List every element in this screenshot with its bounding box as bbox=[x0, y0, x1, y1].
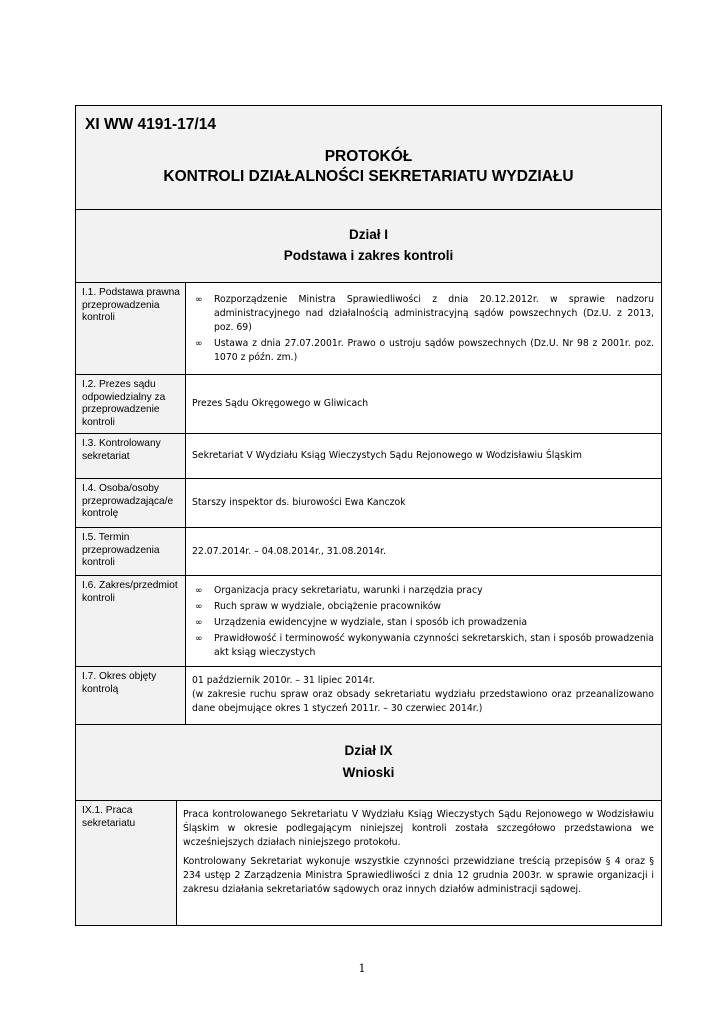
section-1-subtitle: Podstawa i zakres kontroli bbox=[283, 248, 454, 263]
row-legal-basis bbox=[76, 283, 661, 375]
infinity-bullet-icon: ∞ bbox=[195, 339, 203, 349]
row-inspection-dates bbox=[76, 528, 661, 576]
row-secretariat-work bbox=[76, 801, 661, 925]
infinity-bullet-icon: ∞ bbox=[195, 295, 203, 305]
case-number: XI WW 4191-17/14 bbox=[85, 116, 216, 133]
list-item: ∞ Organizacja pracy sekretariatu, warunki i narzędzia pracy bbox=[195, 585, 483, 596]
row-controlled-secretariat bbox=[76, 434, 661, 479]
row-value: Starszy inspektor ds. biurowości Ewa Kanczok bbox=[192, 497, 406, 508]
list-item: ∞ Prawidłowość i terminowość wykonywania czynności sekretarskich, stan i sposób prowadzenia akt ksiąg wieczystych bbox=[195, 633, 654, 658]
period-range: 01 październik 2010r. – 31 lipiec 2014r. bbox=[192, 675, 375, 686]
list-item: ∞ Rozporządzenie Ministra Sprawiedliwości z dnia 20.12.2012r. w sprawie nadzoru administracyjnego nad działalnością administracyjną sądów powszechnych (Dz.U. z 2013, poz. 69) bbox=[195, 294, 654, 333]
row-label: IX.1. Praca sekretariatu bbox=[76, 801, 177, 925]
row-label: I.6. Zakres/przedmiot kontroli bbox=[76, 576, 186, 666]
section-1-header bbox=[76, 210, 661, 283]
row-label: I.5. Termin przeprowadzenia kontroli bbox=[76, 528, 186, 575]
row-inspection-period bbox=[76, 667, 661, 725]
row-label: I.2. Prezes sądu odpowiedzialny za przeprowadzenie kontroli bbox=[76, 375, 186, 433]
row-label: I.7. Okres objęty kontrolą bbox=[76, 667, 186, 724]
header-box bbox=[76, 106, 661, 210]
row-label: I.1. Podstawa prawna przeprowadzenia kontroli bbox=[76, 283, 186, 374]
section-9-subtitle: Wnioski bbox=[342, 765, 395, 780]
section-9-title: Dział IX bbox=[344, 743, 393, 758]
document-title: PROTOKÓŁ bbox=[324, 148, 413, 165]
row-inspection-scope bbox=[76, 576, 661, 667]
list-item: ∞ Urządzenia ewidencyjne w wydziale, stan i sposób ich prowadzenia bbox=[195, 617, 528, 628]
protocol-table bbox=[75, 105, 662, 926]
row-court-president bbox=[76, 375, 661, 434]
infinity-bullet-icon: ∞ bbox=[195, 586, 203, 596]
section-9-header bbox=[76, 725, 661, 801]
row-value: Prezes Sądu Okręgowego w Gliwicach bbox=[192, 398, 369, 409]
row-inspector bbox=[76, 479, 661, 528]
row-value bbox=[186, 576, 661, 666]
row-value bbox=[186, 667, 661, 724]
row-value bbox=[186, 283, 661, 374]
infinity-bullet-icon: ∞ bbox=[195, 618, 203, 628]
page-number: 1 bbox=[358, 962, 366, 975]
section-1-title: Dział I bbox=[348, 227, 388, 242]
period-note: (w zakresie ruchu spraw oraz obsady sekretariatu wydziału przedstawiono oraz przeanalizowano dane obejmujące okres 1 styczeń 2011r. – 30 czerwiec 2014r.) bbox=[192, 689, 654, 714]
infinity-bullet-icon: ∞ bbox=[195, 602, 203, 612]
row-label: I.3. Kontrolowany sekretariat bbox=[76, 434, 186, 478]
list-item: ∞ Ustawa z dnia 27.07.2001r. Prawo o ustroju sądów powszechnych (Dz.U. Nr 98 z 2001r. poz. 1070 z późn. zm.) bbox=[195, 338, 654, 363]
conclusion-paragraph: Kontrolowany Sekretariat wykonuje wszystkie czynności przewidziane treścią przepisów § 4 oraz § 234 ustęp 2 Zarządzenia Ministra Sprawiedliwości z dnia 12 grudnia 2003r. w sprawie organizacji i zakresu działania sekretariatów sądowych oraz innych działów administracji sądowej. bbox=[183, 856, 654, 895]
row-label: I.4. Osoba/osoby przeprowadzająca/e kontrolę bbox=[76, 479, 186, 527]
row-value bbox=[177, 801, 661, 925]
document-subtitle: KONTROLI DZIAŁALNOŚCI SEKRETARIATU WYDZIAŁU bbox=[163, 168, 574, 185]
conclusion-paragraph: Praca kontrolowanego Sekretariatu V Wydziału Ksiąg Wieczystych Sądu Rejonowego w Wodzisławiu Śląskim w okresie podlegającym niniejszej kontroli została szczegółowo przedstawiona we wcześniejszych działach niniejszego protokołu. bbox=[183, 809, 654, 848]
row-value: 22.07.2014r. – 04.08.2014r., 31.08.2014r. bbox=[192, 545, 386, 557]
row-value: Sekretariat V Wydziału Ksiąg Wieczystych Sądu Rejonowego w Wodzisławiu Śląskim bbox=[192, 450, 582, 461]
infinity-bullet-icon: ∞ bbox=[195, 634, 203, 644]
list-item: ∞ Ruch spraw w wydziale, obciążenie pracowników bbox=[195, 601, 442, 612]
